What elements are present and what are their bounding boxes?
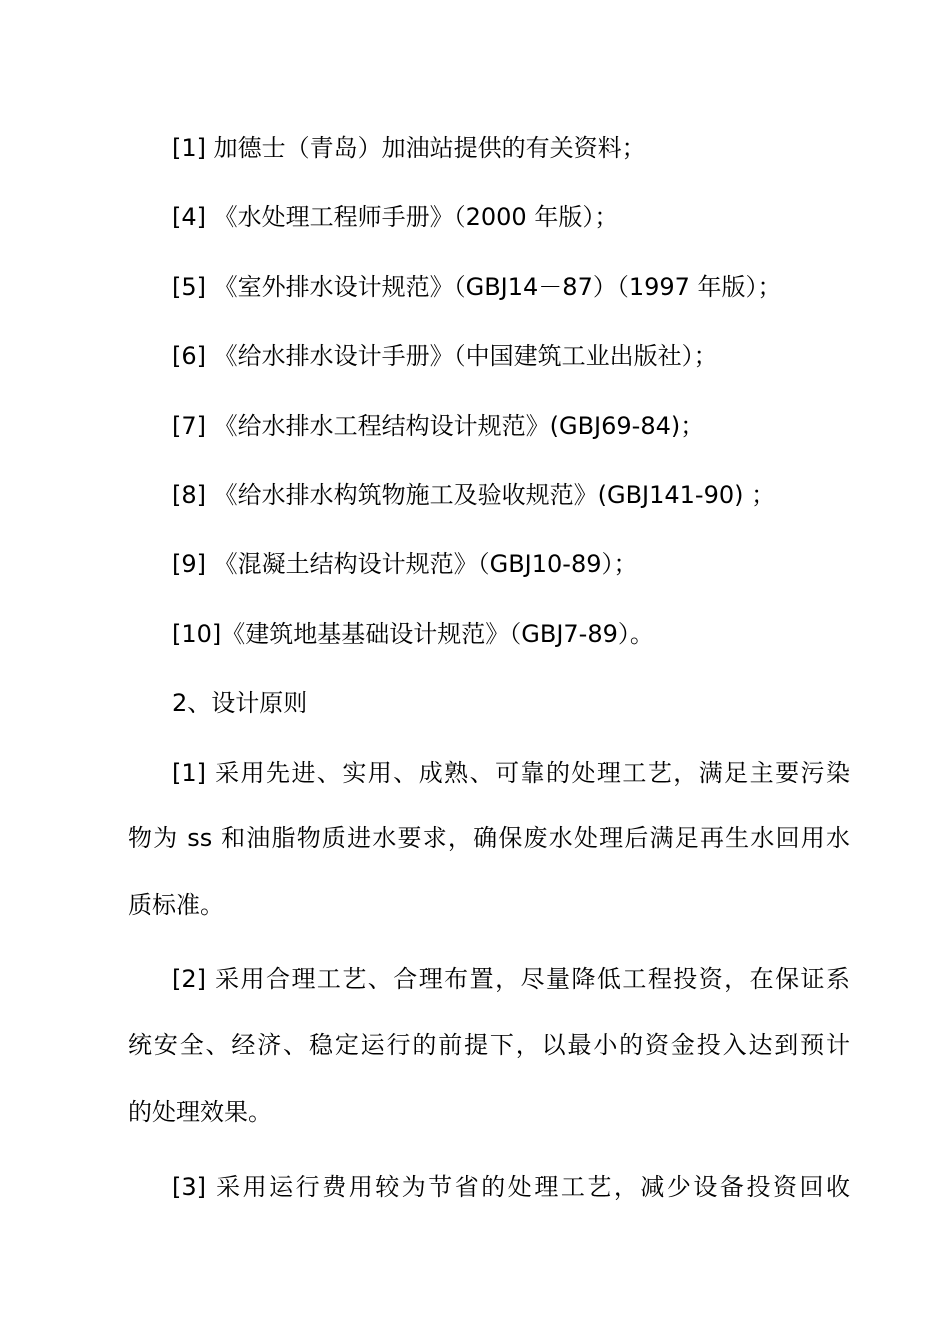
principle-3-line-1: [3] 采用运行费用较为节省的处理工艺，减少设备投资回收 — [172, 1173, 850, 1201]
reference-item-5: [5] 《室外排水设计规范》（GBJ14－87）（1997 年版）； — [172, 273, 782, 301]
section-heading: 2、设计原则 — [172, 689, 308, 717]
principle-2-line-1: [2] 采用合理工艺、合理布置，尽量降低工程投资，在保证系 — [172, 965, 850, 993]
principle-2-line-2: 统安全、经济、稳定运行的前提下，以最小的资金投入达到预计 — [128, 1031, 850, 1059]
reference-item-9: [9] 《混凝土结构设计规范》（GBJ10-89）； — [172, 550, 638, 578]
reference-item-7: [7] 《给水排水工程结构设计规范》(GBJ69-84)； — [172, 412, 705, 440]
principle-1-line-1: [1] 采用先进、实用、成熟、可靠的处理工艺，满足主要污染 — [172, 759, 850, 787]
principle-1-line-3: 质标准。 — [128, 891, 224, 919]
principle-1-line-2: 物为 ss 和油脂物质进水要求，确保废水处理后满足再生水回用水 — [128, 824, 850, 852]
reference-item-4: [4] 《水处理工程师手册》（2000 年版）； — [172, 203, 619, 231]
reference-item-1: [1] 加德士（青岛）加油站提供的有关资料； — [172, 134, 646, 162]
principle-2-line-3: 的处理效果。 — [128, 1098, 272, 1126]
reference-item-8: [8] 《给水排水构筑物施工及验收规范》(GBJ141-90) ； — [172, 481, 776, 509]
reference-item-6: [6] 《给水排水设计手册》（中国建筑工业出版社）； — [172, 342, 718, 370]
reference-item-10: [10]《建筑地基基础设计规范》（GBJ7-89）。 — [172, 620, 654, 648]
